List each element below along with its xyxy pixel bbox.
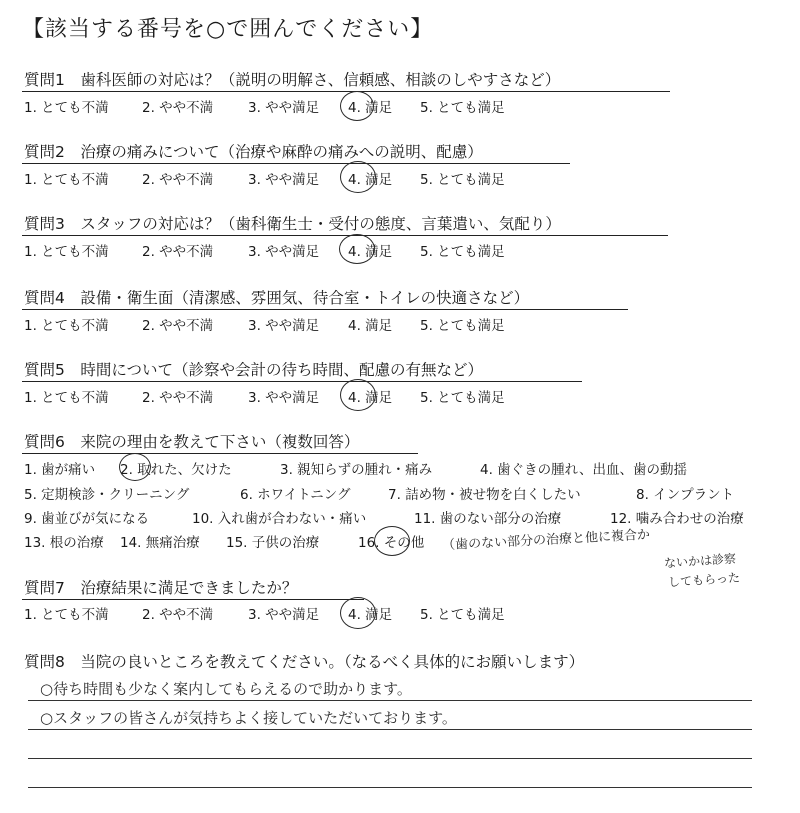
- q8-writing-line-4: [28, 787, 752, 788]
- q6-option-4[interactable]: 4. 歯ぐきの腫れ、出血、歯の動揺: [480, 462, 687, 478]
- q4-option-3[interactable]: 3. やや満足: [248, 318, 320, 334]
- question-6-underline: [22, 453, 418, 454]
- q6-option-16[interactable]: 16. その他: [358, 535, 425, 551]
- question-3-options: [24, 240, 505, 260]
- question-3-underline: [22, 235, 668, 236]
- q1-selection-circle: [340, 91, 374, 121]
- q1-option-1[interactable]: 1. とても不満: [24, 100, 109, 116]
- question-3-label: 質問3 スタッフの対応は？（歯科衛生士・受付の態度、言葉遣い、気配り）: [24, 215, 561, 233]
- question-6-label: 質問6 来院の理由を教えて下さい（複数回答）: [24, 433, 360, 451]
- question-5-underline: [22, 381, 582, 382]
- page-title: 【該当する番号を○で囲んでください】: [22, 17, 434, 42]
- q6-option-10[interactable]: 10. 入れ歯が合わない・痛い: [192, 511, 367, 527]
- q4-option-5[interactable]: 5. とても満足: [420, 318, 505, 334]
- q6-handwritten-other-3: してもらった: [667, 570, 741, 590]
- q6-option-5[interactable]: 5. 定期検診・クリーニング: [24, 487, 190, 503]
- q6-handwritten-other-1: （歯のない部分の治療と他に複合か: [441, 527, 651, 554]
- question-5-options: [24, 386, 505, 406]
- q6-option-6[interactable]: 6. ホワイトニング: [240, 487, 351, 503]
- q6-option-2[interactable]: 2. 取れた、欠けた: [120, 462, 232, 478]
- q4-option-4[interactable]: 4. 満足: [348, 318, 393, 334]
- q6-handwritten-other-2: ないかは診察: [663, 551, 737, 571]
- q5-option-5[interactable]: 5. とても満足: [420, 390, 505, 406]
- q6-option-3[interactable]: 3. 親知らずの腫れ・痛み: [280, 462, 433, 478]
- q2-option-2[interactable]: 2. やや不満: [142, 172, 214, 188]
- q8-writing-line-3: [28, 758, 752, 759]
- q6-option-8[interactable]: 8. インプラント: [636, 487, 735, 503]
- q7-selection-circle: [340, 597, 376, 629]
- q5-option-1[interactable]: 1. とても不満: [24, 390, 109, 406]
- q6-row-2: [24, 483, 734, 503]
- q5-option-4[interactable]: 4. 満足: [348, 390, 393, 406]
- question-1-label: 質問1 歯科医師の対応は？（説明の明解さ、信頼感、相談のしやすさなど）: [24, 71, 561, 89]
- q6-option-9[interactable]: 9. 歯並びが気になる: [24, 511, 150, 527]
- question-7-label: 質問7 治療結果に満足できましたか？: [24, 579, 298, 597]
- question-8-label: 質問8 当院の良いところを教えてください。（なるべく具体的にお願いします）: [24, 653, 585, 671]
- q2-option-5[interactable]: 5. とても満足: [420, 172, 505, 188]
- q3-option-1[interactable]: 1. とても不満: [24, 244, 109, 260]
- q5-selection-circle: [340, 379, 376, 411]
- q2-option-1[interactable]: 1. とても不満: [24, 172, 109, 188]
- q5-option-2[interactable]: 2. やや不満: [142, 390, 214, 406]
- q2-selection-circle: [340, 161, 376, 193]
- question-7-options: [24, 603, 505, 623]
- q7-option-5[interactable]: 5. とても満足: [420, 607, 505, 623]
- q2-option-4[interactable]: 4. 満足: [348, 172, 393, 188]
- q6-row-4: [24, 531, 424, 551]
- q6-option-11[interactable]: 11. 歯のない部分の治療: [414, 511, 562, 527]
- q6-option-15[interactable]: 15. 子供の治療: [226, 535, 320, 551]
- q1-option-2[interactable]: 2. やや不満: [142, 100, 214, 116]
- q6-selection-circle-2: [119, 453, 151, 481]
- q1-option-5[interactable]: 5. とても満足: [420, 100, 505, 116]
- q7-option-4[interactable]: 4. 満足: [348, 607, 393, 623]
- question-4-label: 質問4 設備・衛生面（清潔感、雰囲気、待合室・トイレの快適さなど）: [24, 289, 530, 307]
- q7-option-2[interactable]: 2. やや不満: [142, 607, 214, 623]
- q6-selection-circle-16: [374, 526, 410, 556]
- question-1-underline: [22, 91, 670, 92]
- q6-option-7[interactable]: 7. 詰め物・被せ物を白くしたい: [388, 487, 581, 503]
- q6-option-12[interactable]: 12. 噛み合わせの治療: [610, 511, 744, 527]
- q1-option-3[interactable]: 3. やや満足: [248, 100, 320, 116]
- q8-writing-line-1: [28, 700, 752, 701]
- q3-selection-circle: [339, 234, 375, 264]
- question-7-underline: [22, 599, 364, 600]
- q3-option-4[interactable]: 4. 満足: [348, 244, 393, 260]
- q7-option-3[interactable]: 3. やや満足: [248, 607, 320, 623]
- q6-option-14[interactable]: 14. 無痛治療: [120, 535, 200, 551]
- question-2-underline: [22, 163, 570, 164]
- question-4-options: [24, 314, 505, 334]
- question-4-underline: [22, 309, 628, 310]
- q3-option-2[interactable]: 2. やや不満: [142, 244, 214, 260]
- q2-option-3[interactable]: 3. やや満足: [248, 172, 320, 188]
- q4-option-1[interactable]: 1. とても不満: [24, 318, 109, 334]
- q8-answer-line-2: ○スタッフの皆さんが気持ちよく接していただいております。: [40, 709, 457, 727]
- q8-answer-line-1: ○待ち時間も少なく案内してもらえるので助かります。: [40, 680, 412, 698]
- q8-writing-line-2: [28, 729, 752, 730]
- q3-option-5[interactable]: 5. とても満足: [420, 244, 505, 260]
- q3-option-3[interactable]: 3. やや満足: [248, 244, 320, 260]
- question-2-label: 質問2 治療の痛みについて（治療や麻酔の痛みへの説明、配慮）: [24, 143, 483, 161]
- q1-option-4[interactable]: 4. 満足: [348, 100, 393, 116]
- q4-option-2[interactable]: 2. やや不満: [142, 318, 214, 334]
- q5-option-3[interactable]: 3. やや満足: [248, 390, 320, 406]
- q6-option-1[interactable]: 1. 歯が痛い: [24, 462, 96, 478]
- q7-option-1[interactable]: 1. とても不満: [24, 607, 109, 623]
- question-2-options: [24, 168, 505, 188]
- question-1-options: [24, 96, 505, 116]
- q6-option-13[interactable]: 13. 根の治療: [24, 535, 104, 551]
- question-5-label: 質問5 時間について（診察や会計の待ち時間、配慮の有無など）: [24, 361, 484, 379]
